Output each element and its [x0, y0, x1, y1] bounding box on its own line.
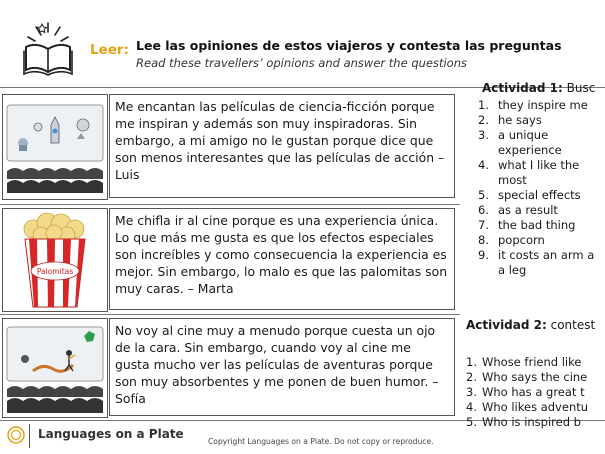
activity1-title-bold: Actividad 1: — [482, 81, 563, 95]
page-subtitle: Read these travellers’ opinions and answer the questions — [136, 56, 467, 70]
activity2-title-rest: contest — [546, 318, 596, 332]
list-item: a leg — [498, 263, 527, 277]
list-item: 5. special effects — [478, 188, 581, 202]
list-item: 4. Who likes adventu — [466, 400, 589, 414]
divider — [0, 314, 460, 315]
popcorn-image — [2, 208, 108, 312]
list-item: 3. Who has a great t — [466, 385, 585, 399]
cinema-adventure-image — [2, 318, 108, 418]
footer-brand: Languages on a Plate — [38, 427, 184, 441]
list-item: 4. what I like the — [478, 158, 580, 172]
passage-sofia: No voy al cine muy a menudo porque cuesta un ojo de la cara. Sin embargo, cuando voy al cine me gusta mucho ver las películas de aventuras porque son muy absorbentes y me ponen de buen humor. – Sofía — [109, 318, 455, 416]
list-item: 5. Who is inspired b — [466, 415, 581, 429]
list-item: 9. it costs an arm a — [478, 248, 595, 262]
activity1-list — [478, 98, 605, 278]
popcorn-label: Palomitas — [36, 267, 74, 276]
list-item: 7. the bad thing — [478, 218, 576, 232]
plate-logo-icon — [7, 426, 25, 444]
list-item: 2. he says — [478, 113, 542, 127]
cinema-scifi-image — [2, 94, 108, 200]
passage-luis: Me encantan las películas de ciencia-ficción porque me inspiran y además son muy inspiradoras. Sin embargo, a mi amigo no le gustan porque dice que son menos interesantes que las películas de acción – Luis — [109, 94, 455, 198]
list-item: most — [498, 173, 527, 187]
open-book-icon — [22, 20, 74, 78]
activity2-title-bold: Actividad 2: — [466, 318, 547, 332]
list-item: experience — [498, 143, 562, 157]
page-title: Lee las opiniones de estos viajeros y contesta las preguntas — [136, 38, 562, 53]
activity2-title — [466, 318, 595, 332]
list-item: 1. they inspire me — [478, 98, 588, 112]
activity1-title — [482, 81, 595, 95]
divider — [0, 204, 460, 205]
passage-marta: Me chifla ir al cine porque es una experiencia única. Lo que más me gusta es que los efectos especiales son increíbles y como consecuencia la experiencia es mejor. Sin embargo, lo malo es que las palomitas son muy caras. – Marta — [109, 208, 455, 310]
popcorn-icon — [3, 209, 107, 311]
list-item: 8. popcorn — [478, 233, 545, 247]
footer-divider — [29, 424, 30, 448]
list-item: 6. as a result — [478, 203, 558, 217]
activity1-title-rest: Busc — [562, 81, 596, 95]
copyright-notice: Copyright Languages on a Plate. Do not copy or reproduce. — [208, 437, 434, 446]
list-item: 1. Whose friend like — [466, 355, 582, 369]
list-item: 3. a unique — [478, 128, 549, 142]
activity2-questions — [466, 355, 605, 430]
cinema-adventure-illustration — [3, 319, 107, 417]
list-item: 2. Who says the cine — [466, 370, 588, 384]
leer-label: Leer: — [90, 42, 129, 58]
cinema-screen-illustration — [3, 95, 107, 199]
